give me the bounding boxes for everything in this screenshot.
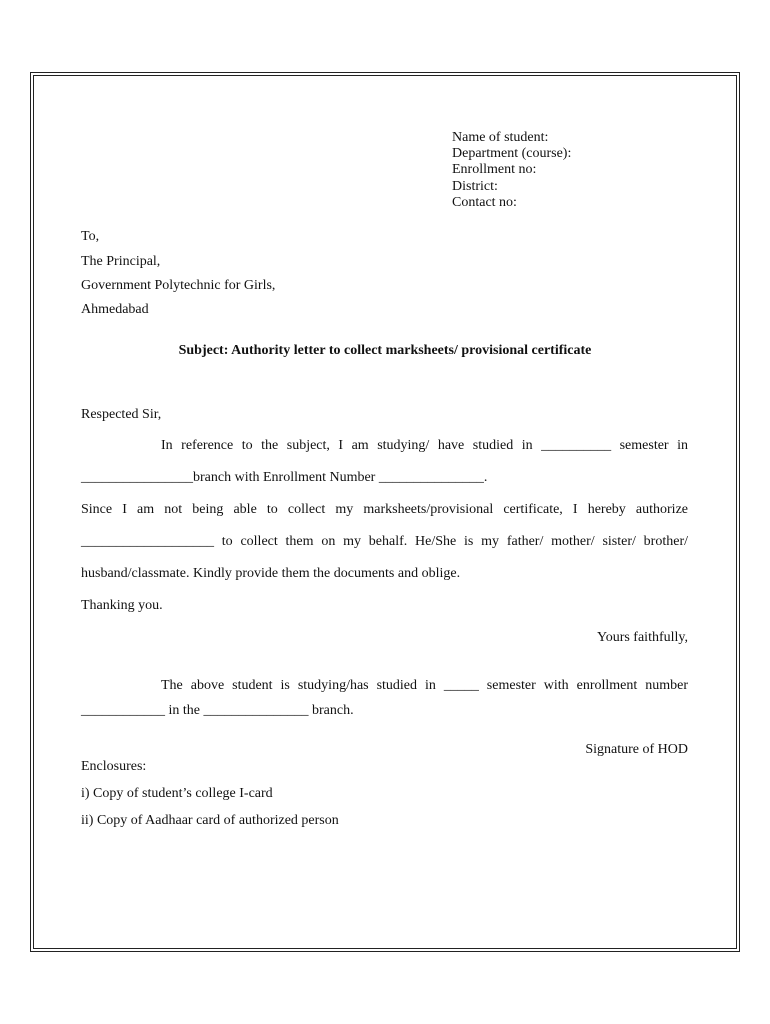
addressee-line-2: Government Polytechnic for Girls, bbox=[81, 278, 276, 293]
subject-line: Subject: Authority letter to collect marksheets/ provisional certificate bbox=[178, 343, 592, 358]
contact-label: Contact no: bbox=[452, 194, 517, 210]
department-label: Department (course): bbox=[452, 146, 572, 162]
hod-line-1: The above student is studying/has studied in _____ semester with enrollment number bbox=[161, 678, 688, 693]
body-line-5: husband/classmate. Kindly provide them the documents and oblige. bbox=[81, 566, 461, 581]
addressee-line-3: Ahmedabad bbox=[81, 302, 149, 317]
salutation: Respected Sir, bbox=[81, 407, 162, 422]
enclosures-heading: Enclosures: bbox=[81, 759, 147, 774]
enclosure-item-1: i) Copy of student’s college I-card bbox=[81, 786, 273, 801]
student-info-block bbox=[452, 130, 571, 211]
student-name-label: Name of student: bbox=[452, 130, 549, 145]
district-label: District: bbox=[452, 178, 498, 194]
body-line-2: ________________branch with Enrollment Number _______________. bbox=[81, 470, 488, 485]
body-line-1: In reference to the subject, I am studying/ have studied in __________ semester in bbox=[161, 438, 688, 453]
hod-signature: Signature of HOD bbox=[585, 742, 688, 757]
thanking-line: Thanking you. bbox=[81, 598, 163, 613]
addressee-line-1: The Principal, bbox=[81, 254, 161, 269]
closing-line: Yours faithfully, bbox=[596, 630, 688, 645]
addressee-to: To, bbox=[81, 229, 100, 244]
hod-line-2: ____________ in the _______________ branch. bbox=[81, 703, 354, 718]
enrollment-label: Enrollment no: bbox=[452, 162, 537, 178]
enclosure-item-2: ii) Copy of Aadhaar card of authorized person bbox=[81, 813, 339, 828]
body-line-3: Since I am not being able to collect my marksheets/provisional certificate, I hereby authorize bbox=[81, 502, 688, 517]
body-line-4: ___________________ to collect them on my behalf. He/She is my father/ mother/ sister/ brother/ bbox=[81, 534, 688, 549]
